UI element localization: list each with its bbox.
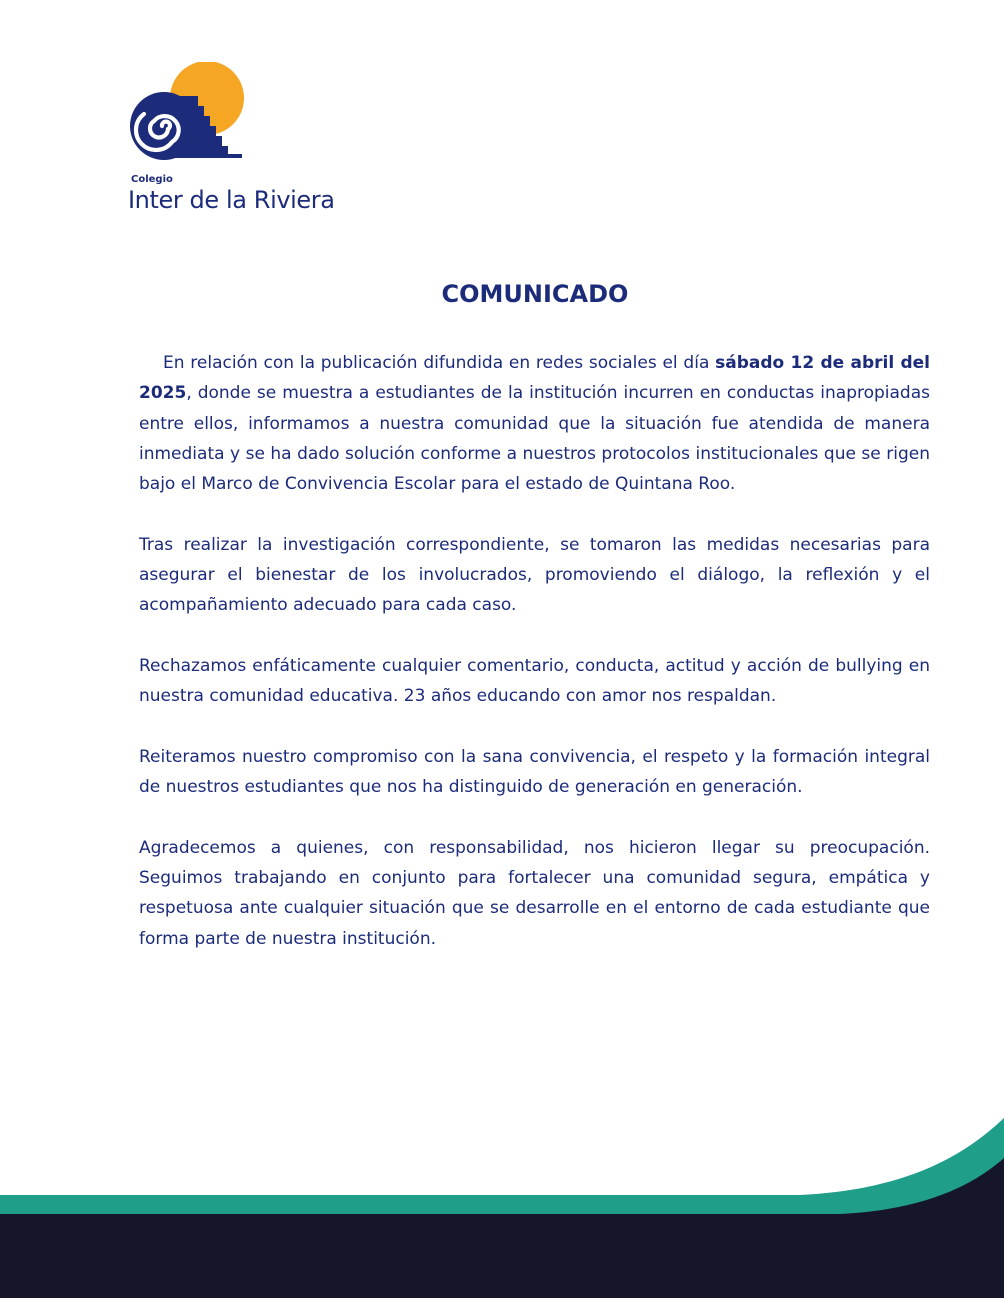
paragraph-1-date: sábado 12 de abril del 2025: [139, 353, 930, 404]
paragraph-4: Reiteramos nuestro compromiso con la sana convivencia, el respeto y la formación integral de nuestros estudiantes que nos ha distinguido de generación en generación.: [139, 746, 930, 798]
paragraph-1-intro: En relación con la publicación difundida en redes sociales el día: [163, 353, 716, 373]
paragraph-5: Agradecemos a quienes, con responsabilidad, nos hicieron llegar su preocupación. Seguimos trabajando en conjunto para fortalecer una comunidad segura, empática y respetuosa ante cualquier situación que se desarrolle en el entorno de cada estudiante que forma parte de nuestra institución.: [139, 837, 930, 949]
logo-colegio-label: Colegio: [131, 174, 173, 185]
logo-school-name: Inter de la Riviera: [128, 186, 335, 214]
paragraph-2: Tras realizar la investigación correspondiente, se tomaron las medidas necesarias para asegurar el bienestar de los involucrados, promoviendo el diálogo, la reflexión y el acompañamiento adecuado para cada caso.: [139, 534, 930, 616]
document-title: COMUNICADO: [441, 280, 629, 308]
paragraph-1-rest: , donde se muestra a estudiantes de la institución incurren en conductas inapropiadas entre ellos, informamos a nuestra comunidad que la situación fue atendida de manera inmediata y se ha dado solución conforme a nuestros protocolos institucionales que se rigen bajo el Marco de Convivencia Escolar para el estado de Quintana Roo.: [139, 383, 930, 495]
paragraph-3: Rechazamos enfáticamente cualquier comentario, conducta, actitud y acción de bullying en nuestra comunidad educativa. 23 años educando con amor nos respaldan.: [139, 655, 930, 707]
